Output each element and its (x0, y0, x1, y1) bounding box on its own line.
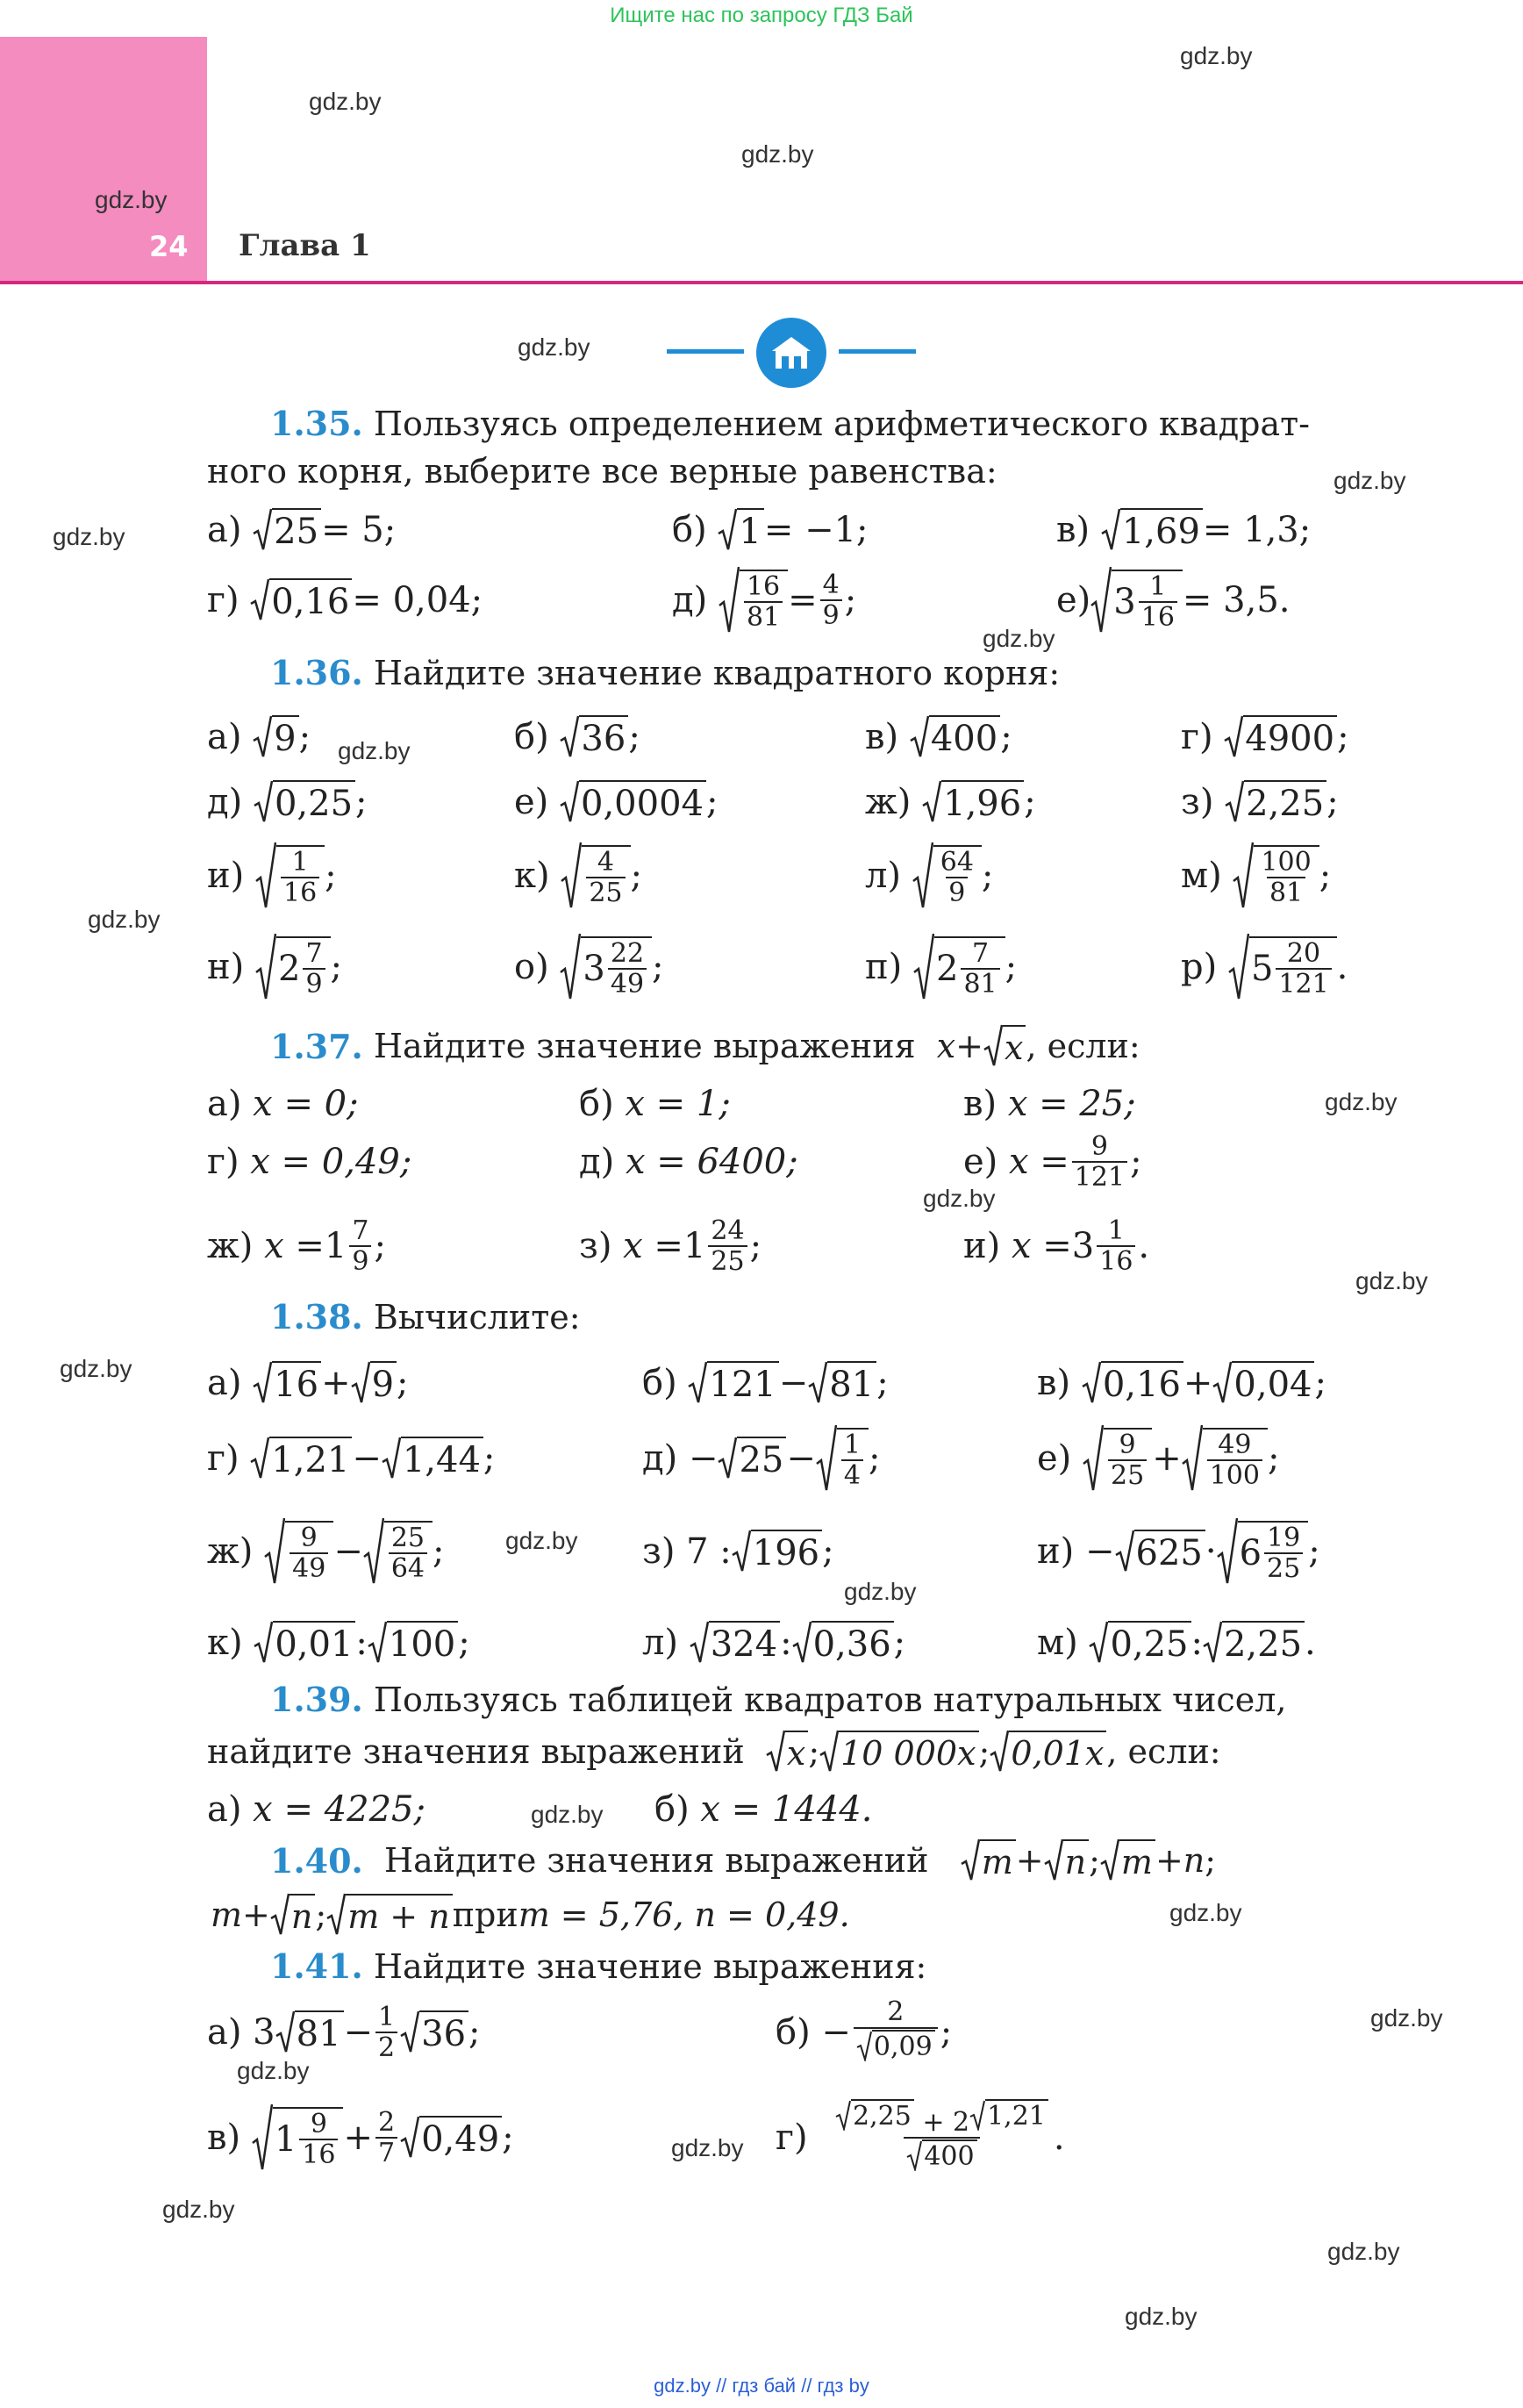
ex-1-41-a: а) 3 81 − $\frac{1}{2}$ 36 ; (207, 2001, 481, 2063)
ex-1-38-k: к) 0,01 : 100 ; (207, 1623, 470, 1665)
ex-1-36-zh: ж) 1,96 ; (865, 782, 1036, 824)
ex-1-36-z: з) 2,25 ; (1181, 782, 1339, 824)
exercise-number: 1.39. (270, 1680, 363, 1719)
ex-1-35-d: д) $\frac{16}{81}$ = $\frac{4}{9}$ ; (672, 565, 856, 635)
ex-1-36-n: н) 2 $\frac{7}{9}$ ; (207, 932, 342, 1002)
ex-1-35-line1: 1.35. Пользуясь определением арифметического квадрат- (270, 404, 1311, 443)
watermark: gdz.by (923, 1185, 996, 1212)
watermark: gdz.by (505, 1527, 578, 1554)
ex-1-38-title: 1.38. Вычислите: (270, 1297, 581, 1337)
watermark: gdz.by (162, 2196, 235, 2223)
ex-1-38-e: е) $\frac{9}{25}$ + $\frac{49}{100}$ ; (1037, 1423, 1279, 1494)
ex-1-38-d: д) − 25 − $\frac{1}{4}$ ; (642, 1423, 880, 1494)
watermark: gdz.by (1125, 2303, 1198, 2330)
chapter-title: Глава 1 (239, 228, 371, 263)
exercise-number: 1.38. (270, 1297, 363, 1337)
ex-1-37-v: в) x = 25; (963, 1084, 1136, 1124)
ex-1-41-g: г) 2,25 + 2 1,21 400 . (776, 2103, 1065, 2173)
watermark: gdz.by (237, 2057, 310, 2084)
footer-links: gdz.by // гдз бай // гдз by (654, 2375, 869, 2397)
ex-1-36-v: в) 400 ; (865, 717, 1012, 759)
ex-1-36-o: о) 3 $\frac{22}{49}$ ; (514, 932, 664, 1002)
header-rule (0, 281, 1523, 284)
ex-1-35-a: а) 25 = 5; (207, 495, 396, 565)
ex-1-37-d: д) x = 6400; (579, 1142, 798, 1182)
exercise-number: 1.41. (270, 1946, 363, 1986)
watermark: gdz.by (1370, 2004, 1443, 2032)
top-note: Ищите нас по запросу ГДЗ Бай (610, 4, 913, 27)
watermark: gdz.by (518, 333, 590, 361)
watermark: gdz.by (338, 737, 411, 764)
ex-1-38-a: а) 16 + 9 ; (207, 1363, 409, 1405)
watermark: gdz.by (671, 2134, 744, 2161)
ex-1-39-a: а) x = 4225; (207, 1789, 425, 1830)
ex-1-38-g: г) 1,21 − 1,44 ; (207, 1438, 496, 1480)
ex-1-37-b: б) x = 1; (579, 1084, 731, 1124)
ex-1-36-a: а) 9 ; (207, 717, 311, 759)
watermark: gdz.by (95, 186, 168, 213)
home-icon (756, 318, 826, 388)
watermark: gdz.by (309, 88, 382, 115)
watermark: gdz.by (1327, 2238, 1400, 2265)
ex-1-36-m: м) $\frac{100}{81}$ ; (1181, 841, 1331, 911)
exercise-number: 1.35. (270, 404, 363, 443)
ex-1-36-e: е) 0,0004 ; (514, 782, 719, 824)
sqrt: 1 (718, 507, 763, 553)
ex-1-37-a: а) x = 0; (207, 1084, 359, 1124)
exercise-number: 1.40. (270, 1840, 363, 1881)
ex-1-41-title: 1.41. Найдите значение выражения: (270, 1946, 927, 1986)
ex-1-37-i: и) x = 3 $\frac{1}{16}$ . (963, 1215, 1150, 1277)
ex-1-36-b: б) 36 ; (514, 717, 640, 759)
ex-1-36-d: д) 0,25 ; (207, 782, 368, 824)
watermark: gdz.by (1180, 42, 1253, 69)
watermark: gdz.by (1355, 1267, 1428, 1294)
ex-1-35-v: в) 1,69 = 1,3; (1056, 495, 1311, 565)
ex-1-36-r: р) 5 $\frac{20}{121}$ . (1181, 932, 1348, 1002)
page-number: 24 (149, 230, 189, 263)
ex-1-35-e: е) 3 $\frac{1}{16}$ = 3,5. (1056, 565, 1290, 635)
home-divider-right (839, 349, 916, 354)
watermark: gdz.by (741, 140, 814, 168)
ex-1-36-k: к) $\frac{4}{25}$ ; (514, 841, 642, 911)
ex-1-36-i: и) $\frac{1}{16}$ ; (207, 841, 337, 911)
watermark: gdz.by (844, 1578, 917, 1605)
ex-1-41-b: б) − $\frac{2}{0,09}$ ; (776, 1997, 952, 2068)
ex-1-35-line2: ного корня, выберите все верные равенства: (207, 452, 997, 491)
watermark: gdz.by (53, 523, 125, 550)
ex-1-36-g: г) 4900 ; (1181, 717, 1349, 759)
ex-1-37-e: е) x = $\frac{9}{121}$ ; (963, 1130, 1142, 1193)
exercise-number: 1.36. (270, 653, 363, 692)
ex-1-40-line2: m + n ; m + n при m = 5,76, n = 0,49. (211, 1896, 850, 1936)
home-divider-left (667, 349, 744, 354)
ex-1-38-zh: ж) $\frac{9}{49}$ − $\frac{25}{64}$ ; (207, 1516, 445, 1587)
watermark: gdz.by (531, 1801, 604, 1828)
sqrt: 3 $\frac{1}{16}$ (1090, 565, 1183, 635)
ex-1-38-i: и) − 625 · 6 $\frac{19}{25}$ ; (1037, 1516, 1320, 1587)
ex-1-38-l: л) 324 : 0,36 ; (642, 1623, 906, 1665)
ex-1-38-z: з) 7 : 196 ; (642, 1531, 834, 1573)
sqrt: 1,69 (1101, 507, 1203, 553)
ex-1-36-title: 1.36. Найдите значение квадратного корня: (270, 653, 1061, 692)
ex-1-36-l: л) $\frac{64}{9}$ ; (865, 841, 993, 911)
ex-1-41-v: в) 1 $\frac{9}{16}$ + $\frac{2}{7}$ 0,49 ; (207, 2103, 514, 2173)
ex-1-38-b: б) 121 − 81 ; (642, 1363, 889, 1405)
ex-1-40-line1: 1.40. Найдите значения выражений m + n ; m + n ; (270, 1840, 1217, 1881)
watermark: gdz.by (60, 1355, 132, 1382)
watermark: gdz.by (983, 625, 1055, 652)
watermark: gdz.by (1169, 1899, 1242, 1926)
ex-1-37-z: з) x = 1 $\frac{24}{25}$ ; (579, 1215, 762, 1277)
ex-1-37-zh: ж) x = 1 $\frac{7}{9}$ ; (207, 1215, 386, 1277)
sqrt: 25 (253, 507, 321, 553)
ex-1-35-b: б) 1 = −1; (672, 495, 869, 565)
ex-1-38-m: м) 0,25 : 2,25 . (1037, 1623, 1316, 1665)
ex-1-37-title: 1.37. Найдите значение выражения x + x , если: (270, 1026, 1140, 1067)
watermark: gdz.by (88, 906, 161, 933)
sqrt: $\frac{16}{81}$ (719, 565, 788, 635)
ex-1-38-v: в) 0,16 + 0,04 ; (1037, 1363, 1326, 1405)
sqrt: 0,16 (250, 577, 352, 623)
ex-1-35-g: г) 0,16 = 0,04; (207, 565, 483, 635)
watermark: gdz.by (1325, 1088, 1398, 1115)
watermark: gdz.by (1334, 467, 1406, 494)
ex-1-39-line1: 1.39. Пользуясь таблицей квадратов натуральных чисел, (270, 1680, 1287, 1719)
ex-1-39-line2: найдите значения выражений x ; 10 000x ; 0,01x , если: (207, 1732, 1221, 1773)
exercise-number: 1.37. (270, 1026, 363, 1066)
ex-1-37-g: г) x = 0,49; (207, 1142, 412, 1182)
ex-1-39-b: б) x = 1444. (654, 1789, 873, 1830)
ex-1-36-p: п) 2 $\frac{7}{81}$ ; (865, 932, 1017, 1002)
